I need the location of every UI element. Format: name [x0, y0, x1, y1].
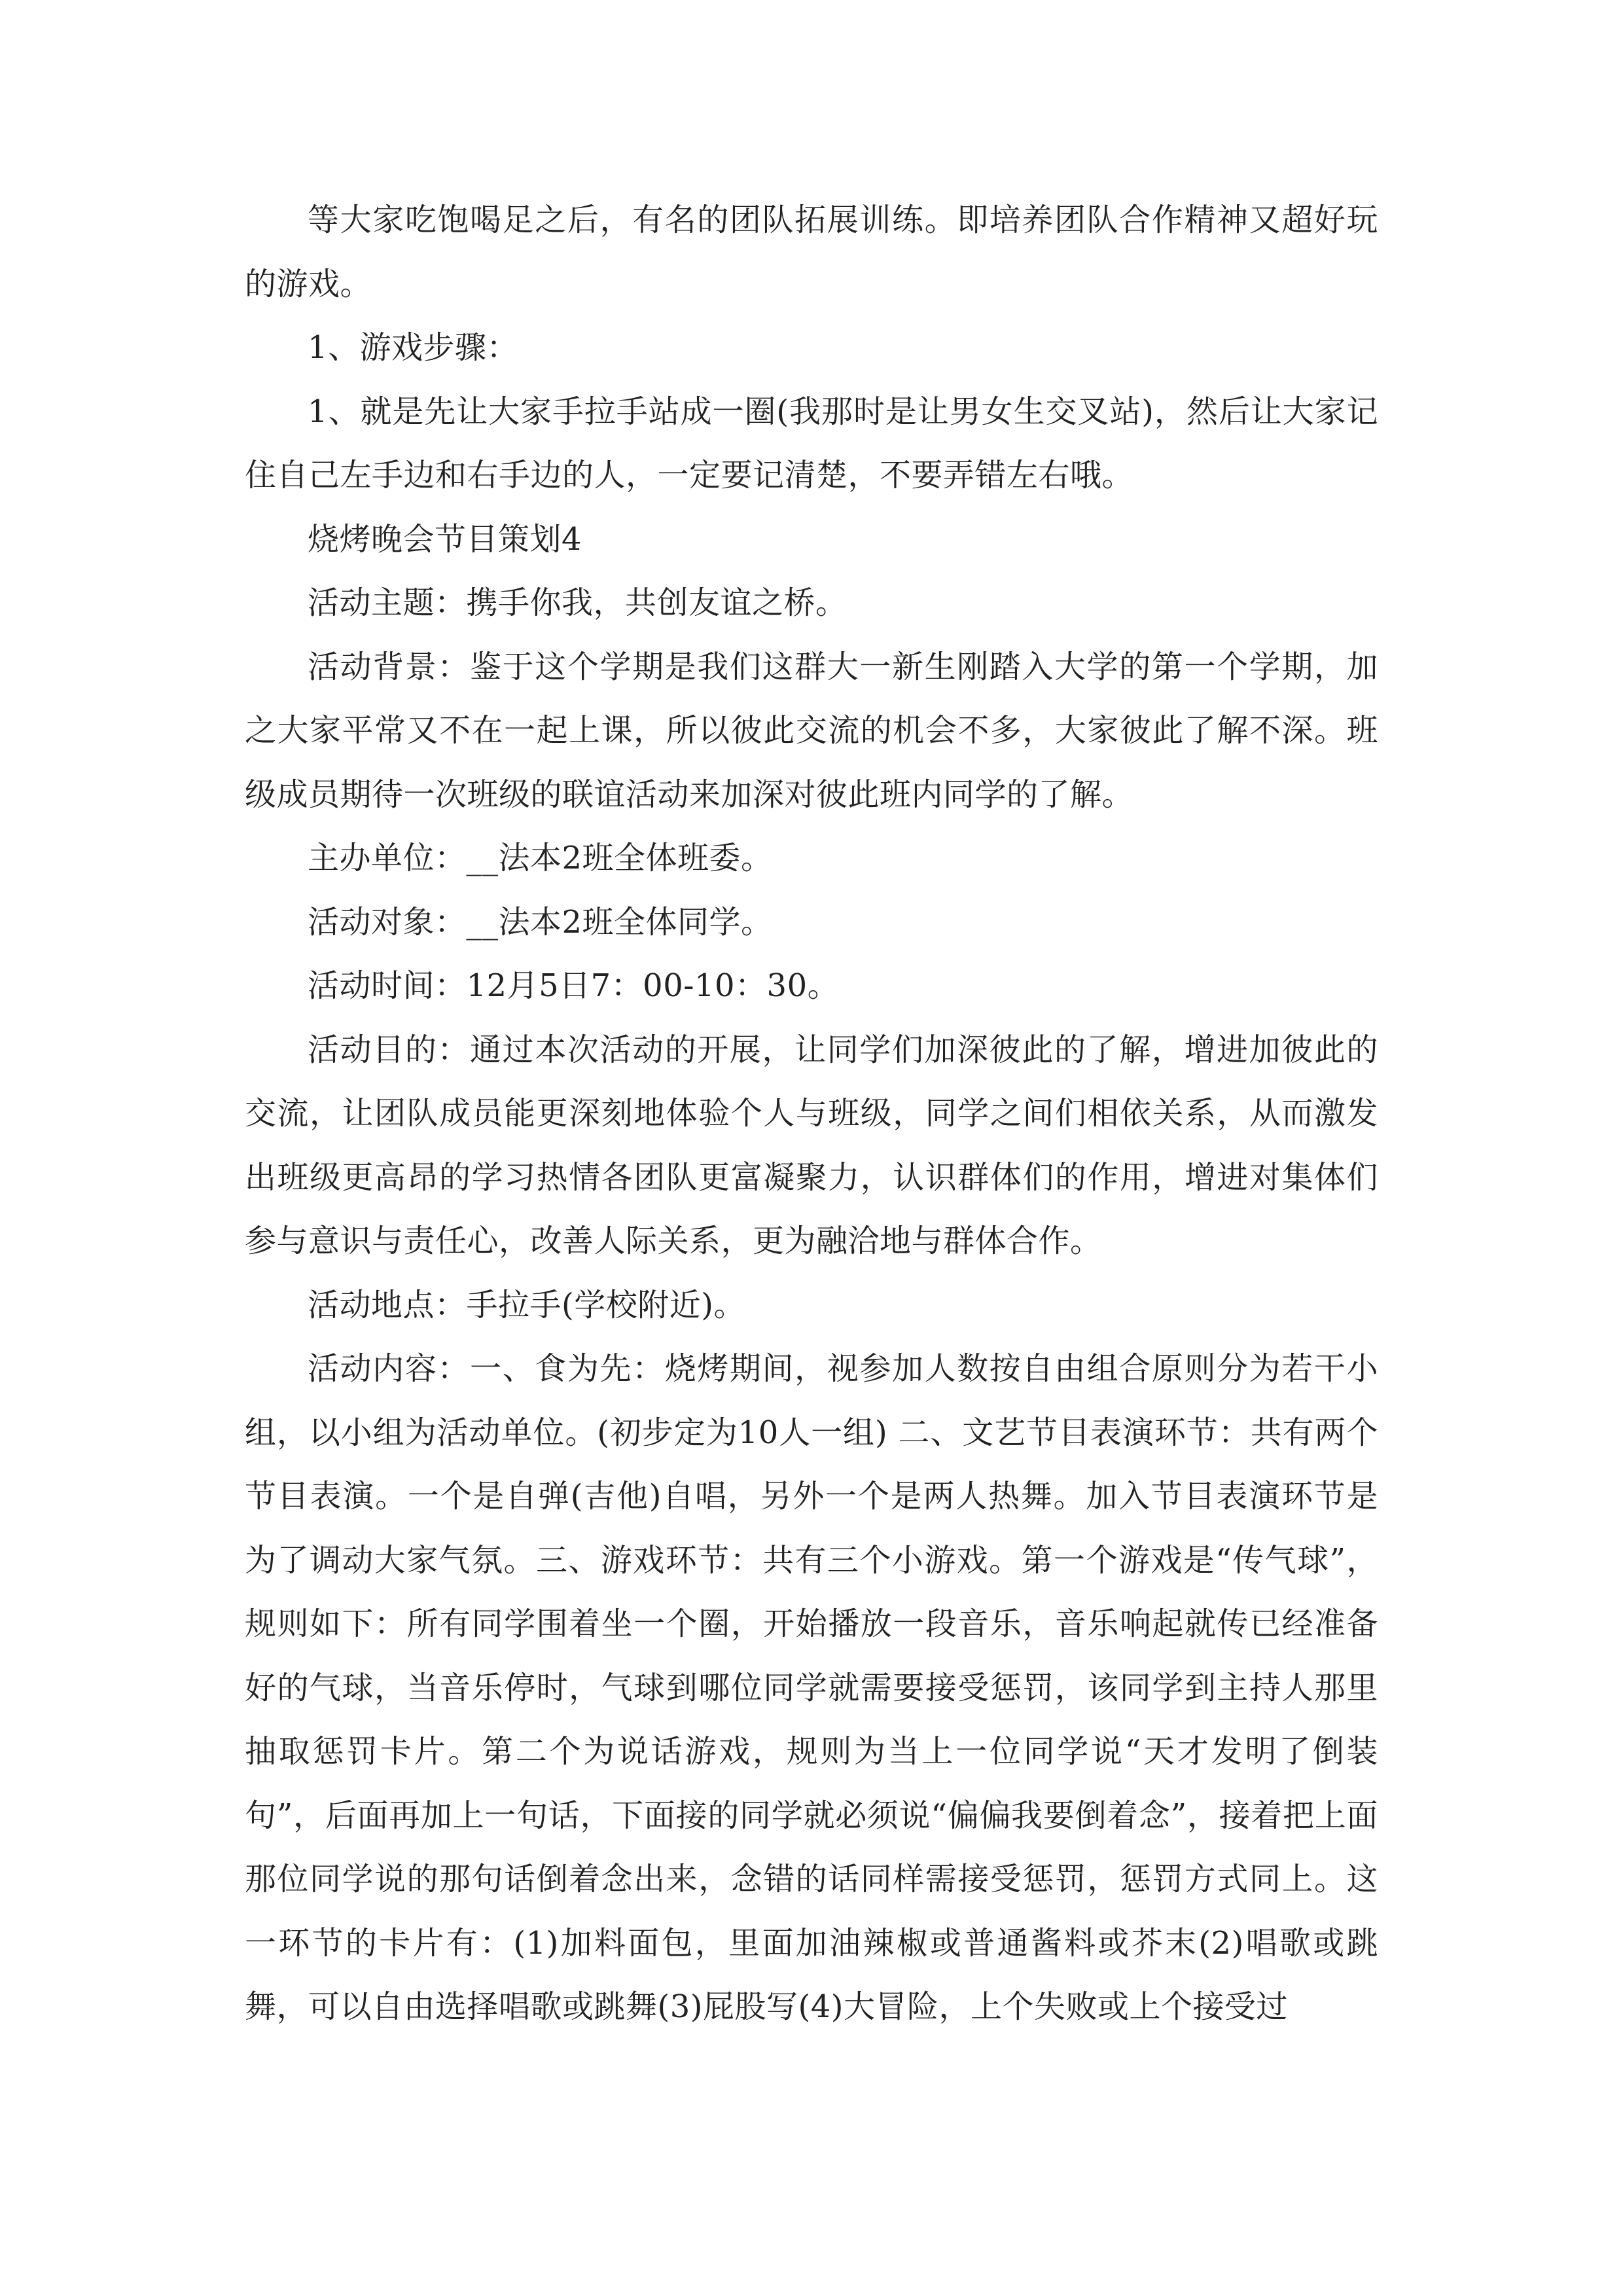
- section-title: 烧烤晚会节目策划4: [308, 520, 582, 558]
- paragraph-organizer: 主办单位：__法本2班全体班委。: [308, 840, 773, 876]
- paragraph-activity-location: 活动地点：手拉手(学校附近)。: [308, 1286, 745, 1323]
- paragraph-game-steps-heading: 1、游戏步骤：: [308, 329, 519, 366]
- paragraph-activity-content: 活动内容：一、食为先：烧烤期间，视参加人数按自由组合原则分为若干小组，以小组为活动单位。(初步定为10人一组) 二、文艺节目表演环节：共有两个节目表演。一个是自弹(吉他)自唱，另外一个是两人热舞。加入节目表演环节是为了调动大家气氛。三、游戏环节：共有三个小游戏。第一个游戏是“传气球”，规则如下：所有同学围着坐一个圈，开始播放一段音乐，音乐响起就传已经准备好的气球，当音乐停时，气球到哪位同学就需要接受惩罚，该同学到主持人那里抽取惩罚卡片。第二个为说话游戏，规则为当上一位同学说“天才发明了倒装句”，后面再加上一句话，下面接的同学就必须说“偏偏我要倒着念”，接着把上面那位同学说的那句话倒着念出来，念错的话同样需接受惩罚，惩罚方式同上。这一环节的卡片有：(1)加料面包，里面加油辣椒或普通酱料或芥末(2)唱歌或跳舞，可以自由选择唱歌或跳舞(3)屁股写(4)大冒险，上个失败或上个接受过: [245, 1350, 1378, 2025]
- paragraph-game-step-1: 1、就是先让大家手拉手站成一圈(我那时是让男女生交叉站)，然后让大家记住自己左手边和右手边的人，一定要记清楚，不要弄错左右哦。: [245, 393, 1378, 493]
- document-body: [245, 188, 1378, 2039]
- paragraph-activity-purpose: 活动目的：通过本次活动的开展，让同学们加深彼此的了解，增进加彼此的交流，让团队成员能更深刻地体验个人与班级，同学之间们相依关系，从而激发出班级更高昂的学习热情各团队更富凝聚力，认识群体们的作用，增进对集体们参与意识与责任心，改善人际关系，更为融洽地与群体合作。: [245, 1031, 1378, 1259]
- paragraph-intro: 等大家吃饱喝足之后，有名的团队拓展训练。即培养团队合作精神又超好玩的游戏。: [245, 202, 1378, 302]
- paragraph-activity-background: 活动背景：鉴于这个学期是我们这群大一新生刚踏入大学的第一个学期，加之大家平常又不在一起上课，所以彼此交流的机会不多，大家彼此了解不深。班级成员期待一次班级的联谊活动来加深对彼此班内同学的了解。: [245, 648, 1378, 813]
- paragraph-activity-theme: 活动主题：携手你我，共创友谊之桥。: [308, 584, 847, 621]
- paragraph-participants: 活动对象：__法本2班全体同学。: [308, 903, 773, 941]
- paragraph-activity-time: 活动时间：12月5日7：00-10：30。: [308, 967, 840, 1004]
